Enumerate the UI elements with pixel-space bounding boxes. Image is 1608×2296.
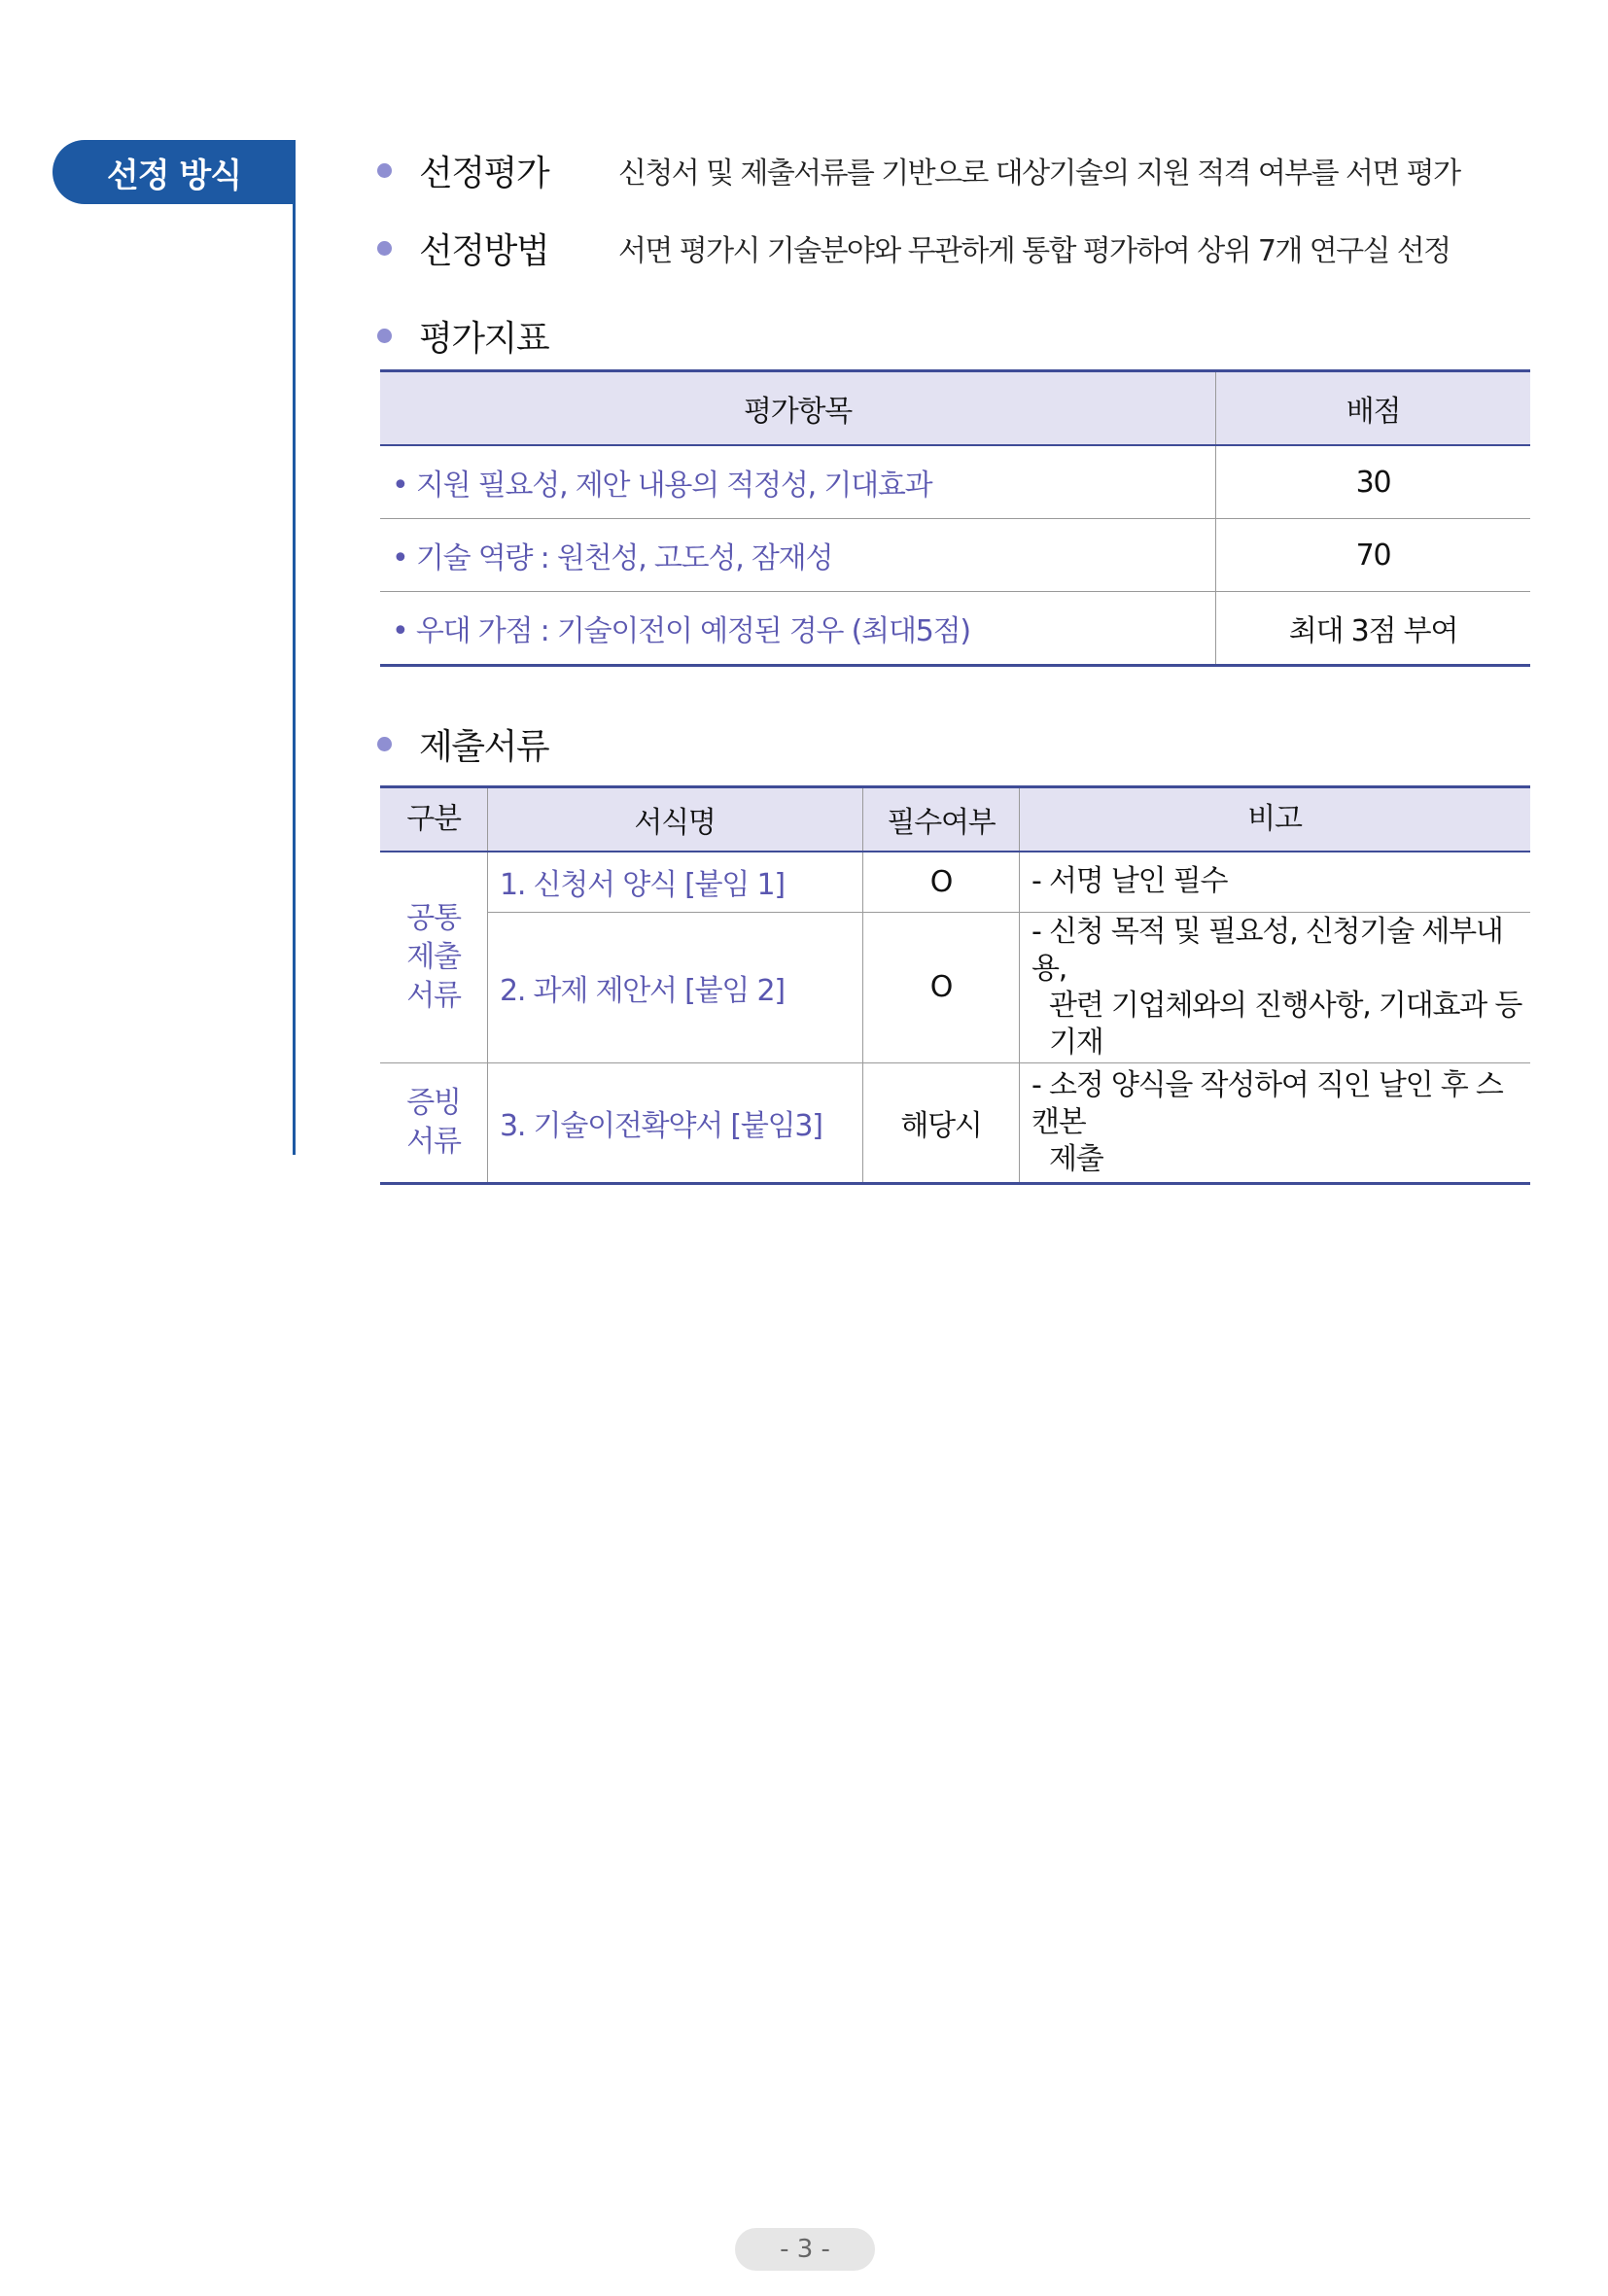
header-note: 비고 [1020,787,1531,852]
item-title: 선정방법 [419,231,549,271]
item-submit-docs [377,719,548,769]
table-row [380,1062,1530,1183]
header-score: 배점 [1216,371,1531,446]
eval-score: 30 [1216,445,1531,519]
header-required: 필수여부 [863,787,1020,852]
item-eval-index [377,311,548,361]
item-desc: 서면 평가시 기술분야와 무관하게 통합 평가하여 상위 7개 연구실 선정 [618,234,1451,268]
item-title: 선정평가 [419,154,549,193]
docs-table [380,785,1530,1185]
form-name: 3. 기술이전확약서 [붙임3] [488,1062,863,1183]
item-title: 평가지표 [419,319,549,359]
section-tab: 선정 방식 [52,140,296,204]
bullet-icon [377,737,392,751]
header-category: 구분 [380,787,488,852]
table-row [380,519,1530,592]
required-flag: O [863,912,1020,1062]
section-divider [293,140,296,1155]
eval-item: • 기술 역량 : 원천성, 고도성, 잠재성 [380,519,1216,592]
bullet-icon [377,241,392,256]
eval-item: • 지원 필요성, 제안 내용의 적정성, 기대효과 [380,445,1216,519]
note: - 서명 날인 필수 [1020,852,1531,912]
form-name: 1. 신청서 양식 [붙임 1] [488,852,863,912]
eval-score: 70 [1216,519,1531,592]
item-selection-method [377,224,548,273]
note: - 소정 양식을 작성하여 직인 날인 후 스캔본 제출 [1020,1062,1531,1183]
category-common: 공통 제출 서류 [380,852,488,1062]
eval-score: 최대 3점 부여 [1216,592,1531,666]
table-row [380,592,1530,666]
table-row [380,445,1530,519]
table-row [380,852,1530,912]
item-desc: 신청서 및 제출서류를 기반으로 대상기술의 지원 적격 여부를 서면 평가 [618,157,1460,191]
table-row [380,912,1530,1062]
bullet-icon [377,163,392,178]
eval-item: • 우대 가점 : 기술이전이 예정된 경우 (최대5점) [380,592,1216,666]
required-flag: O [863,852,1020,912]
note: - 신청 목적 및 필요성, 신청기술 세부내용, 관련 기업체와의 진행사항, 기대효과 등 기재 [1020,912,1531,1062]
bullet-icon [377,329,392,343]
category-proof: 증빙 서류 [380,1062,488,1183]
table-header-row [380,787,1530,852]
form-name: 2. 과제 제안서 [붙임 2] [488,912,863,1062]
page-number: - 3 - [735,2228,875,2271]
item-title: 제출서류 [419,727,549,767]
required-flag: 해당시 [863,1062,1020,1183]
item-selection-eval [377,146,548,195]
header-eval-item: 평가항목 [380,371,1216,446]
table-header-row [380,371,1530,446]
header-form-name: 서식명 [488,787,863,852]
eval-table [380,369,1530,667]
